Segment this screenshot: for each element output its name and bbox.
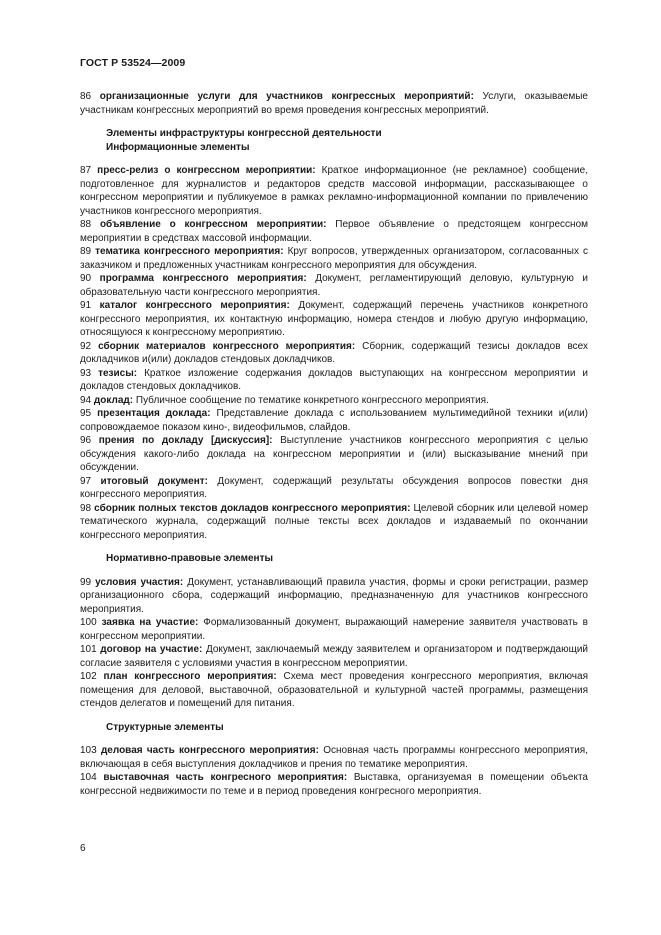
entry-number: 97 xyxy=(80,475,92,487)
entry-number: 103 xyxy=(80,745,97,756)
entry-definition: Выставка, организуемая в помещении объекта конгрессной недвижимости по теме и в период проведения конгресного мероприятия. xyxy=(80,772,588,797)
term-entry-91 xyxy=(80,299,588,340)
entry-term: тезисы: xyxy=(98,367,138,379)
entry-number: 102 xyxy=(80,671,97,682)
entry-number: 94 xyxy=(80,394,92,406)
entry-definition: Документ, содержащий результаты обсуждения вопросов повестки дня конгрессного мероприятия. xyxy=(80,475,589,500)
entry-number: 93 xyxy=(80,367,92,379)
entry-number: 101 xyxy=(80,644,97,655)
section-heading-infrastructure xyxy=(80,127,588,154)
section-title-legal: Нормативно-правовые элементы xyxy=(106,553,274,564)
entry-definition: Целевой сборник или целевой номер тематического журнала, содержащий полные тексты всех докладов и издаваемый по окончании конгрессного мероприятия. xyxy=(80,502,589,541)
entry-number: 98 xyxy=(80,502,92,514)
entry-definition: Выступление участников конгрессного мероприятия с целью обсуждения какого-либо доклада на конгрессном мероприятии и (или) высказывание мнений при обсуждении. xyxy=(80,435,589,473)
term-entry-102 xyxy=(80,670,588,711)
term-entry-101 xyxy=(80,643,588,670)
entry-definition: Публичное сообщение по тематике конкретного конгрессного мероприятия. xyxy=(135,394,489,406)
term-entry-89 xyxy=(80,245,588,272)
entry-definition: Краткое информационное (не рекламное) сообщение, подготовленное для журналистов и редакторов средств массовой информации, рассказывающее о конгрессном мероприятии и публикуемое в рамках рекламно-информационной компании по привлечению участников конгрессного мероприятия. xyxy=(80,165,588,217)
entry-term: прения по докладу [дискуссия]: xyxy=(98,435,273,446)
term-entry-98 xyxy=(80,502,588,543)
entry-term: каталог конгрессного мероприятия: xyxy=(99,300,290,311)
entry-number: 89 xyxy=(80,246,92,257)
entry-number: 86 xyxy=(80,91,92,102)
entry-definition: Круг вопросов, утвержденных организатором, согласованных с заказчиком и предложенных участникам конгрессного мероприятия для обсуждения. xyxy=(80,246,588,271)
entry-definition: Сборник, содержащий тезисы докладов всех докладчиков и(или) докладов стендовых докладчиков. xyxy=(80,340,589,365)
entry-definition: Документ, устанавливающий правила участия, формы и сроки регистрации, размер организационного сбора, содержащий информацию, предназначенную для участников конгрессного мероприятия. xyxy=(80,576,589,615)
term-entry-87 xyxy=(80,164,588,218)
entry-term: тематика конгрессного мероприятия: xyxy=(95,246,284,257)
term-entry-93 xyxy=(80,367,588,394)
entry-number: 96 xyxy=(80,435,92,446)
section-title-structural: Структурные элементы xyxy=(106,721,224,733)
term-entry-100 xyxy=(80,616,588,643)
entry-term: пресс-релиз о конгрессном мероприятии: xyxy=(97,165,316,176)
entry-term: организационные услуги для участников конгрессных мероприятий: xyxy=(99,91,474,102)
entry-number: 88 xyxy=(80,219,92,230)
page-content xyxy=(80,90,588,798)
entry-term: заявка на участие: xyxy=(101,617,199,628)
entry-term: условия участия: xyxy=(95,576,184,588)
entry-number: 104 xyxy=(80,772,97,783)
entry-definition: Документ, содержащий перечень участников конкретного конгрессного мероприятия, их контактную информацию, номера стендов и любую другую информацию, относящуюся к конгрессному мероприятию. xyxy=(80,300,588,338)
entry-term: презентация доклада: xyxy=(97,408,211,419)
section-title: Элементы инфраструктуры конгрессной деятельности xyxy=(106,128,382,139)
entry-definition: Документ, заключаемый между заявителем и организатором и подтверждающий согласие заявителя с условиями участия в конгрессном мероприятии. xyxy=(80,644,589,669)
entry-definition: Первое объявление о предстоящем конгрессном мероприятии в средствах массовой информации. xyxy=(80,219,588,244)
term-entry-90 xyxy=(80,272,588,299)
entry-number: 100 xyxy=(80,617,97,628)
entry-number: 91 xyxy=(80,300,92,311)
entry-definition: Краткое изложение содержания докладов выступающих на конгрессном мероприятии и докладов стендовых докладчиков. xyxy=(80,367,588,392)
term-entry-92 xyxy=(80,340,588,367)
entry-number: 87 xyxy=(80,165,92,176)
entry-definition: Документ, регламентирующий деловую, культурную и образовательную части конгрессного мероприятия. xyxy=(80,273,589,298)
entry-definition: Представление доклада с использованием мультимедийной техники и(или) сопровождаемое показом кино-, видеофильмов, слайдов. xyxy=(80,408,588,433)
term-entry-104 xyxy=(80,771,588,798)
term-entry-86 xyxy=(80,90,588,117)
entry-number: 95 xyxy=(80,408,92,419)
entry-number: 92 xyxy=(80,340,92,352)
entry-term: сборник материалов конгрессного мероприятия: xyxy=(98,340,356,352)
section-subtitle: Информационные элементы xyxy=(106,141,250,153)
term-entry-96 xyxy=(80,434,588,475)
entry-definition: Формализованный документ, выражающий намерение заявителя участвовать в конгрессном мероприятии. xyxy=(80,617,588,642)
term-entry-97 xyxy=(80,475,588,502)
entry-term: деловая часть конгрессного мероприятия: xyxy=(100,745,319,756)
entry-term: программа конгрессного мероприятия: xyxy=(99,273,307,284)
term-entry-95 xyxy=(80,407,588,434)
entry-number: 99 xyxy=(80,576,92,588)
entry-term: выставочная часть конгресного мероприятия: xyxy=(103,772,348,783)
entry-definition: Основная часть программы конгрессного мероприятия, включающая в себя выступления докладчиков и прения по тематике мероприятия. xyxy=(80,745,588,770)
entry-term: сборник полных текстов докладов конгрессного мероприятия: xyxy=(94,502,411,514)
entry-term: итоговый документ: xyxy=(100,475,209,487)
page-number: 6 xyxy=(80,843,86,854)
entry-number: 90 xyxy=(80,273,92,284)
entry-term: объявление о конгрессном мероприятии: xyxy=(99,219,327,230)
entry-definition: Схема мест проведения конгрессного мероприятия, включая помещения для деловой, выставочной, образовательной и культурной частей программы, размещения стендов делегатов и помещений для питания. xyxy=(80,671,588,709)
entry-term: план конгрессного мероприятия: xyxy=(103,671,277,682)
entry-term: договор на участие: xyxy=(100,644,203,655)
term-entry-88 xyxy=(80,218,588,245)
standard-code: ГОСТ Р 53524—2009 xyxy=(80,57,186,69)
term-entry-94 xyxy=(80,394,588,408)
term-entry-99 xyxy=(80,576,588,617)
entry-definition: Услуги, оказываемые участникам конгрессных мероприятий во время проведения конгрессных мероприятий. xyxy=(80,91,588,116)
term-entry-103 xyxy=(80,744,588,771)
entry-term: доклад: xyxy=(93,394,134,406)
